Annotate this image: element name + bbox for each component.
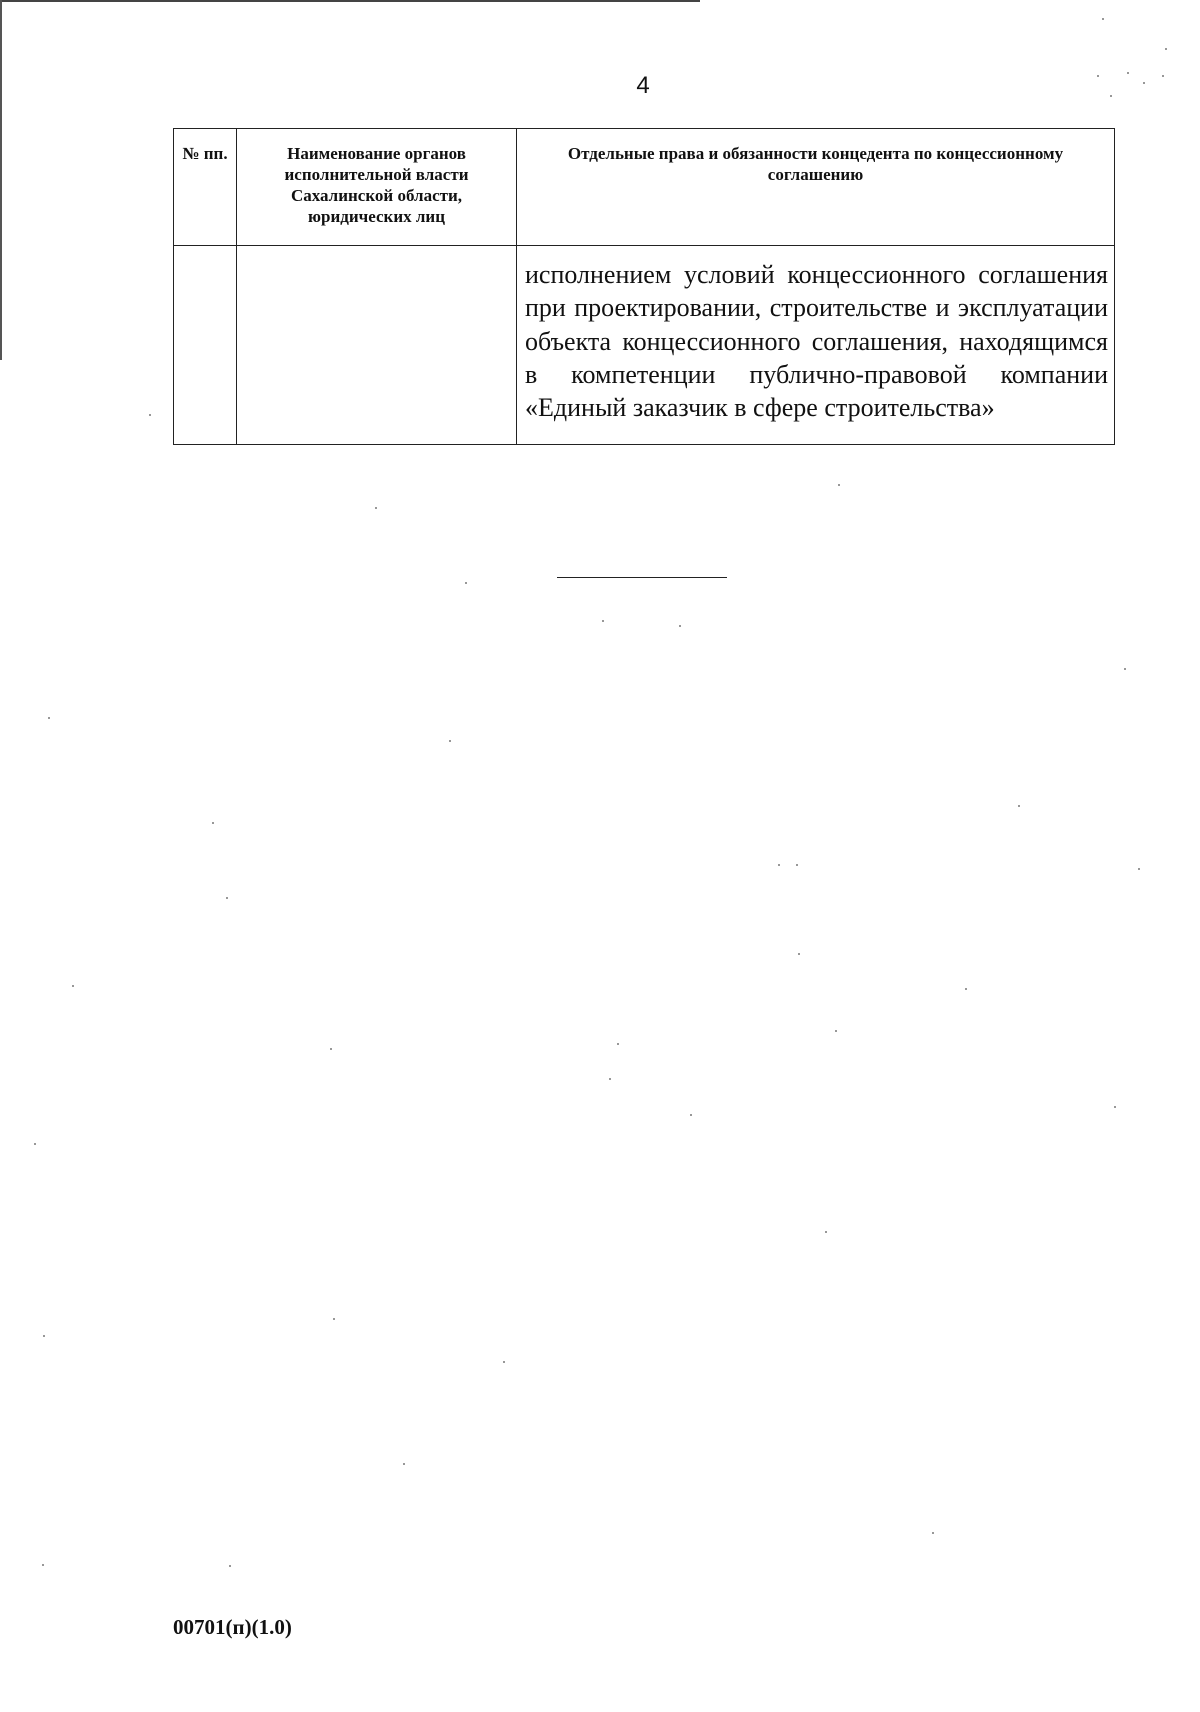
scan-speck [212, 822, 214, 824]
scan-speck [449, 740, 451, 742]
scan-speck [932, 1532, 934, 1534]
scan-speck [72, 985, 74, 987]
cell-organization [237, 246, 517, 445]
header-organization: Наименование органов исполнительной власти Сахалинской области, юридических лиц [237, 129, 517, 246]
scan-speck [42, 1564, 44, 1566]
scan-speck [333, 1318, 335, 1320]
header-rights: Отдельные права и обязанности концедента по концессионному соглашению [517, 129, 1115, 246]
end-of-document-rule [557, 577, 727, 578]
scan-speck [835, 1030, 837, 1032]
scan-speck [838, 484, 840, 486]
rights-table [173, 128, 1115, 445]
scan-speck [679, 625, 681, 627]
scan-speck [226, 897, 228, 899]
scan-speck [1143, 82, 1145, 84]
scan-speck [503, 1361, 505, 1363]
scan-speck [1138, 868, 1140, 870]
scan-edge-left [0, 0, 2, 360]
scan-speck [1124, 668, 1126, 670]
scan-speck [825, 1231, 827, 1233]
scan-speck [1110, 95, 1112, 97]
scan-speck [465, 582, 467, 584]
scan-speck [43, 1335, 45, 1337]
scan-speck [1097, 75, 1099, 77]
scan-speck [1102, 18, 1104, 20]
scan-speck [1165, 48, 1167, 50]
scan-speck [1162, 75, 1164, 77]
scan-speck [330, 1048, 332, 1050]
scan-speck [617, 1043, 619, 1045]
scan-speck [403, 1463, 405, 1465]
scan-speck [229, 1565, 231, 1567]
cell-number [174, 246, 237, 445]
table-header-row [174, 129, 1115, 246]
table-row [174, 246, 1115, 445]
scan-speck [798, 953, 800, 955]
scan-speck [375, 507, 377, 509]
scan-speck [690, 1114, 692, 1116]
document-code: 00701(п)(1.0) [173, 1615, 292, 1639]
scan-edge-top [0, 0, 700, 2]
scan-speck [1114, 1106, 1116, 1108]
scan-speck [1127, 72, 1129, 74]
scan-speck [34, 1143, 36, 1145]
scan-speck [602, 620, 604, 622]
scan-speck [778, 864, 780, 866]
page-number: 4 [636, 72, 650, 99]
scan-speck [48, 717, 50, 719]
scan-speck [149, 414, 151, 416]
header-number: № пп. [174, 129, 237, 246]
cell-rights: исполнением условий концессионного соглашения при проектировании, строительстве и эксплуатации объекта концессионного соглашения, находящимся в компетенции публично-правовой компании «Единый заказчик в сфере строительства» [517, 246, 1115, 445]
scan-speck [796, 864, 798, 866]
scan-speck [609, 1078, 611, 1080]
scan-speck [965, 988, 967, 990]
scan-speck [1018, 805, 1020, 807]
